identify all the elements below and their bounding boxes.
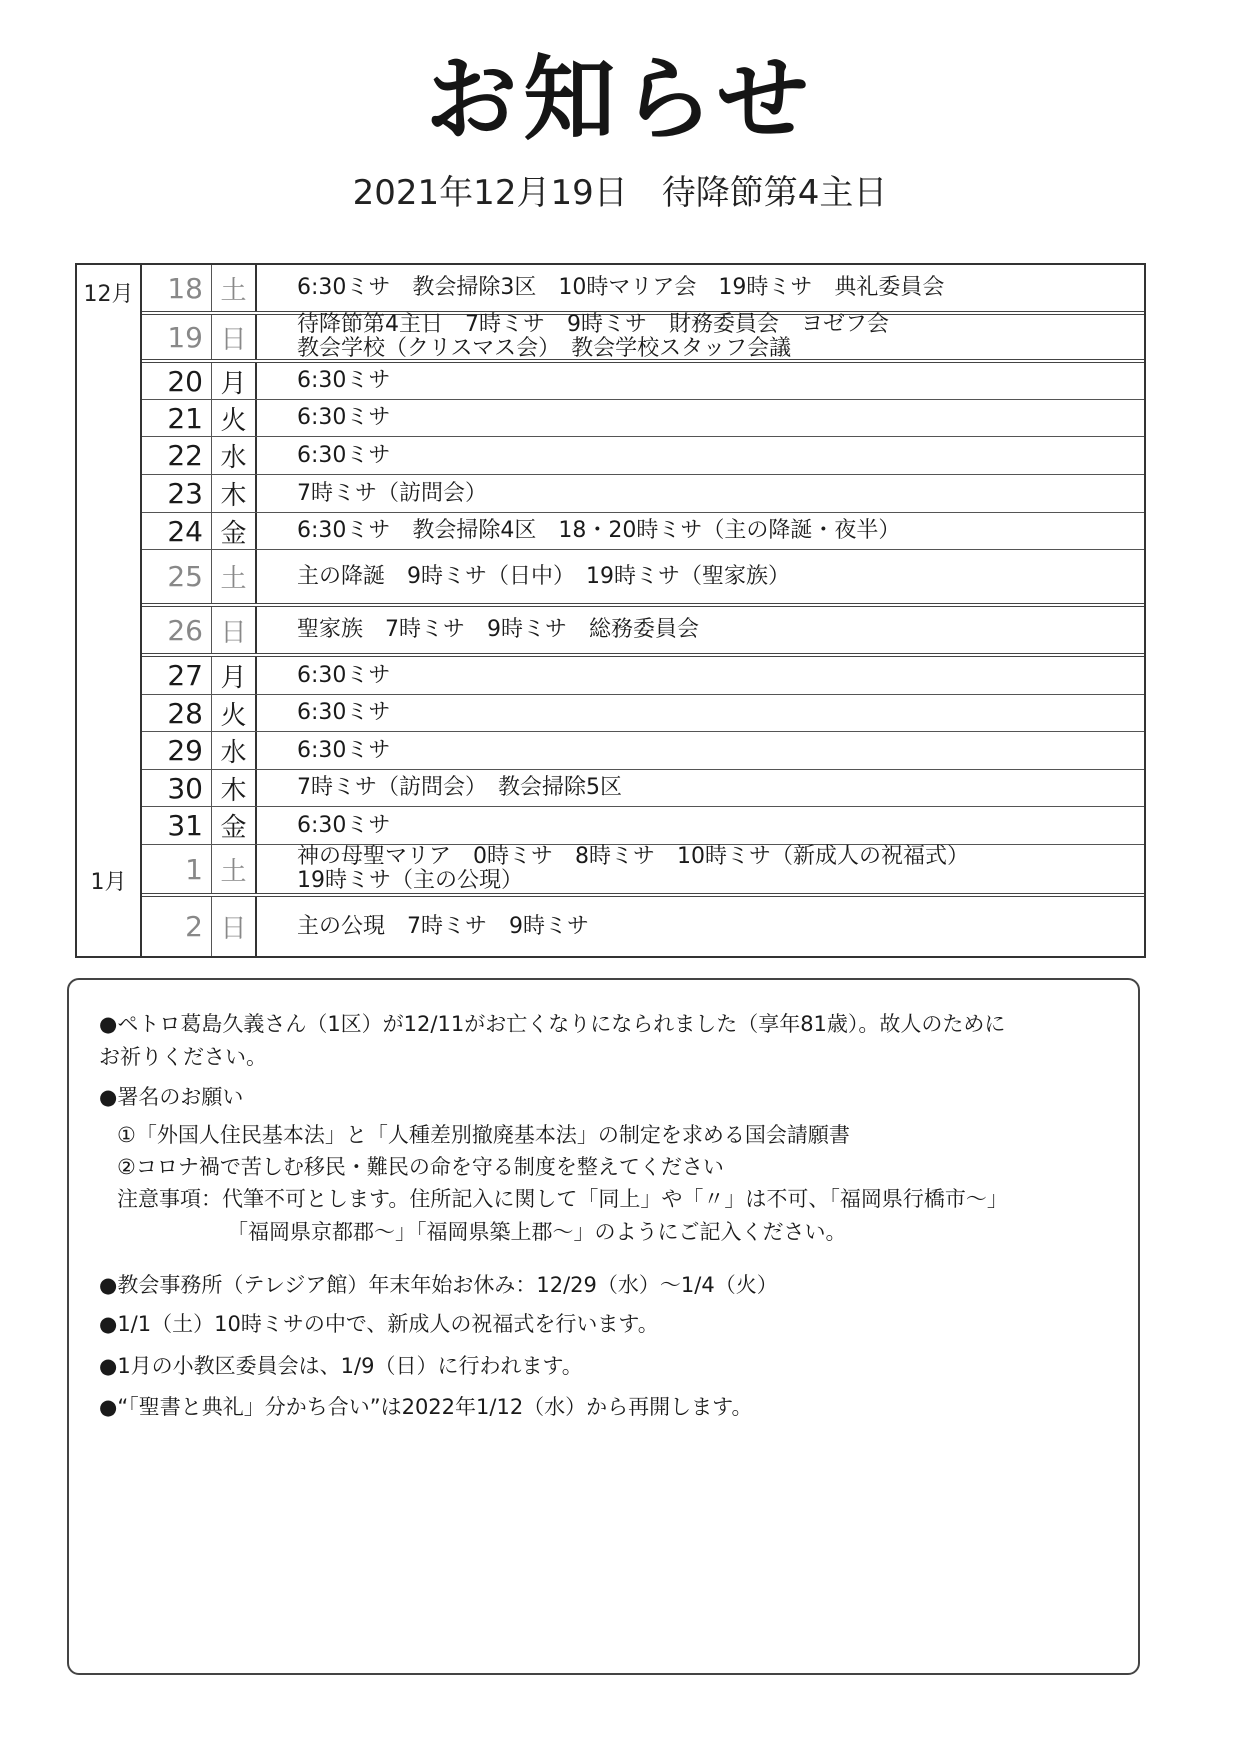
day-events	[257, 550, 1144, 603]
weekday: 日	[212, 607, 257, 653]
notice-petition-caution-cont: 「福岡県京都郡～」「福岡県築上郡～」のようにご記入ください。	[227, 1220, 847, 1244]
month-label-december: 12月	[83, 282, 134, 307]
calendar-row	[142, 312, 1144, 363]
day-number: 25	[142, 550, 212, 603]
event-line: 主の降誕 9時ミサ（日中） 19時ミサ（聖家族）	[297, 563, 790, 589]
day-number: 27	[142, 657, 212, 694]
notice-petition-2: ②コロナ禍で苦しむ移民・難民の命を守る制度を整えてください	[117, 1155, 724, 1179]
day-events	[257, 607, 1144, 653]
day-number: 21	[142, 400, 212, 436]
calendar-row	[142, 807, 1144, 845]
day-number: 30	[142, 770, 212, 806]
day-events	[257, 312, 1144, 361]
notice-condolence-cont: お祈りください。	[99, 1045, 267, 1069]
notice-office-holiday: ●教会事務所（テレジア館）年末年始お休み：12/29（水）～1/4（火）	[99, 1273, 778, 1297]
calendar-row	[142, 475, 1144, 513]
day-events	[257, 657, 1144, 694]
weekday: 日	[212, 315, 257, 359]
day-events	[257, 513, 1144, 549]
calendar-row	[142, 607, 1144, 657]
day-number: 2	[142, 897, 212, 956]
event-line: 6:30ミサ	[297, 368, 391, 393]
month-column	[77, 265, 142, 956]
day-events	[257, 807, 1144, 844]
calendar-row	[142, 513, 1144, 550]
notice-condolence: ●ペトロ葛島久義さん（1区）が12/11がお亡くなりになられました（享年81歳）。故人のために	[99, 1012, 1006, 1036]
day-events	[257, 770, 1144, 806]
event-line: 6:30ミサ	[297, 662, 391, 688]
page-subtitle: 2021年12月19日 待降節第4主日	[352, 173, 888, 213]
calendar-row	[142, 732, 1144, 770]
calendar-row	[142, 550, 1144, 607]
weekday: 金	[212, 513, 257, 549]
notice-petition-heading: ●署名のお願い	[99, 1085, 244, 1109]
day-events	[257, 363, 1144, 399]
calendar-row	[142, 437, 1144, 475]
day-number: 29	[142, 732, 212, 769]
event-line: 待降節第4主日 7時ミサ 9時ミサ 財務委員会 ヨゼフ会	[297, 312, 889, 337]
weekday: 火	[212, 400, 257, 436]
day-number: 23	[142, 475, 212, 512]
notice-box	[67, 978, 1140, 1675]
calendar-row	[142, 695, 1144, 732]
weekday: 日	[212, 897, 257, 956]
day-events	[257, 437, 1144, 474]
event-line: 教会学校（クリスマス会） 教会学校スタッフ会議	[297, 336, 792, 361]
weekday: 木	[212, 475, 257, 512]
day-number: 28	[142, 695, 212, 731]
event-line: 6:30ミサ	[297, 405, 391, 430]
day-number: 22	[142, 437, 212, 474]
calendar-table	[75, 263, 1146, 958]
calendar-row	[142, 897, 1144, 956]
day-number: 31	[142, 807, 212, 844]
day-number: 1	[142, 845, 212, 893]
weekday: 月	[212, 363, 257, 399]
weekday: 土	[212, 845, 257, 893]
weekday: 月	[212, 657, 257, 694]
notice-committee: ●1月の小教区委員会は、1/9（日）に行われます。	[99, 1354, 583, 1378]
weekday: 木	[212, 770, 257, 806]
notice-petition-1: ①「外国人住民基本法」と「人種差別撤廃基本法」の制定を求める国会請願書	[117, 1123, 850, 1147]
event-line: 19時ミサ（主の公現）	[297, 868, 523, 893]
weekday: 水	[212, 437, 257, 474]
day-events	[257, 897, 1144, 956]
notice-bible-sharing: ●“「聖書と典礼」分かち合い”は2022年1/12（水）から再開します。	[99, 1395, 753, 1419]
day-events	[257, 695, 1144, 731]
day-number: 20	[142, 363, 212, 399]
event-line: 7時ミサ（訪問会）	[297, 480, 487, 506]
day-events	[257, 475, 1144, 512]
day-number: 18	[142, 265, 212, 311]
day-events	[257, 400, 1144, 436]
event-line: 6:30ミサ	[297, 700, 391, 725]
page-title: お知らせ	[425, 46, 815, 153]
event-line: 7時ミサ（訪問会） 教会掃除5区	[297, 775, 622, 800]
day-number: 26	[142, 607, 212, 653]
notice-petition-caution: 注意事項：代筆不可とします。住所記入に関して「同上」や「〃」は不可、「福岡県行橋市～」	[117, 1187, 1008, 1211]
calendar-row	[142, 265, 1144, 315]
day-events	[257, 845, 1144, 893]
month-label-january: 1月	[90, 870, 127, 895]
calendar-row	[142, 363, 1144, 400]
weekday: 金	[212, 807, 257, 844]
event-line: 聖家族 7時ミサ 9時ミサ 総務委員会	[297, 617, 699, 642]
event-line: 主の公現 7時ミサ 9時ミサ	[297, 913, 589, 939]
calendar-row	[142, 657, 1144, 695]
event-line: 6:30ミサ	[297, 812, 391, 838]
day-events	[257, 265, 1144, 311]
notice-coming-of-age: ●1/1（土）10時ミサの中で、新成人の祝福式を行います。	[99, 1312, 659, 1336]
weekday: 土	[212, 265, 257, 311]
weekday: 火	[212, 695, 257, 731]
event-line: 6:30ミサ 教会掃除3区 10時マリア会 19時ミサ 典礼委員会	[297, 275, 945, 300]
day-events	[257, 732, 1144, 769]
calendar-row	[142, 400, 1144, 437]
event-line: 6:30ミサ 教会掃除4区 18・20時ミサ（主の降誕・夜半）	[297, 518, 901, 543]
day-number: 24	[142, 513, 212, 549]
event-line: 神の母聖マリア 0時ミサ 8時ミサ 10時ミサ（新成人の祝福式）	[297, 844, 969, 869]
event-line: 6:30ミサ	[297, 442, 391, 468]
weekday: 土	[212, 550, 257, 603]
weekday: 水	[212, 732, 257, 769]
calendar-row	[142, 770, 1144, 807]
day-number: 19	[142, 315, 212, 359]
event-line: 6:30ミサ	[297, 737, 391, 763]
calendar-row	[142, 845, 1144, 897]
